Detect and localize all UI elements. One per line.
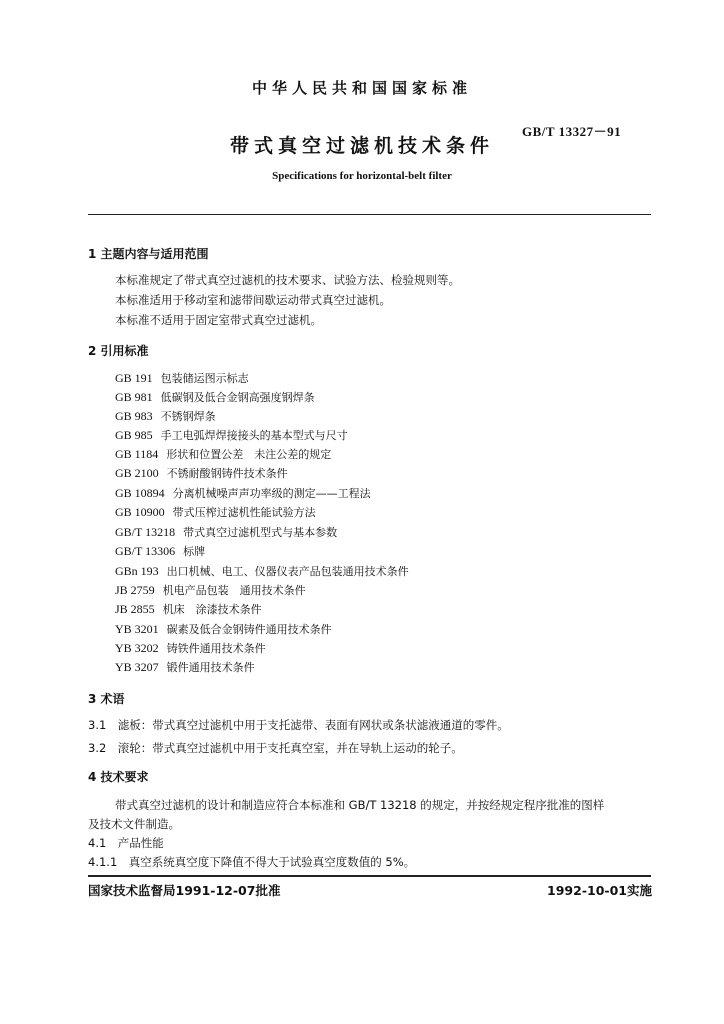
approval-date: 国家技术监督局1991-12-07批准	[88, 883, 281, 898]
reference-code: GB 10900	[115, 505, 165, 519]
reference-title: 出口机械、电工、仪器仪表产品包装通用技术条件	[166, 565, 409, 578]
reference-item	[115, 389, 315, 405]
standard-number: GB/T 13327－91	[522, 124, 622, 139]
paragraph-continuation: 及技术文件制造。	[88, 817, 180, 831]
reference-code: GB 981	[115, 390, 153, 404]
reference-code: GB 10894	[115, 486, 165, 500]
reference-title: 手工电弧焊焊接接头的基本型式与尺寸	[160, 429, 348, 442]
reference-title: 低碳钢及低合金钢高强度钢焊条	[160, 391, 315, 404]
reference-code: YB 3207	[115, 660, 159, 674]
reference-item	[115, 563, 409, 579]
paragraph: 带式真空过滤机的设计和制造应符合本标准和 GB/T 13218 的规定，并按经规定程序批准的图样	[115, 798, 605, 812]
reference-code: JB 2855	[115, 602, 155, 616]
reference-title: 机电产品包装 通用技术条件	[162, 584, 306, 597]
reference-item	[115, 446, 331, 462]
reference-code: GB/T 13306	[115, 544, 176, 558]
reference-item	[115, 485, 371, 501]
requirement-clause: 4.1.1 真空系统真空度下降值不得大于试验真空度数值的 5%。	[88, 855, 416, 869]
reference-item	[115, 543, 205, 559]
reference-code: GB 983	[115, 409, 153, 423]
section-1-heading: 1 主题内容与适用范围	[88, 247, 209, 261]
term-definition: 3.2 滚轮：带式真空过滤机中用于支托真空室，并在导轨上运动的轮子。	[88, 741, 463, 755]
subsection-heading: 4.1 产品性能	[88, 836, 164, 850]
reference-item	[115, 582, 306, 598]
reference-title: 铸铁件通用技术条件	[166, 642, 266, 655]
reference-item	[115, 601, 262, 617]
reference-item	[115, 659, 255, 675]
reference-title: 标牌	[183, 545, 206, 558]
header-rule	[88, 214, 651, 215]
reference-item	[115, 524, 337, 540]
reference-code: GB 985	[115, 428, 153, 442]
term-definition: 3.1 滤板：带式真空过滤机中用于支托滤带、表面有网状或条状滤液通道的零件。	[88, 718, 509, 732]
paragraph: 本标准规定了带式真空过滤机的技术要求、试验方法、检验规则等。	[115, 273, 460, 287]
reference-title: 碳素及低合金钢铸件通用技术条件	[166, 623, 332, 636]
reference-title: 机床 涂漆技术条件	[162, 603, 262, 616]
reference-title: 包装储运图示标志	[160, 372, 249, 385]
reference-title: 锻件通用技术条件	[166, 661, 255, 674]
reference-code: JB 2759	[115, 583, 155, 597]
implementation-date: 1992-10-01实施	[547, 883, 652, 898]
reference-code: YB 3201	[115, 622, 159, 636]
reference-item	[115, 370, 249, 386]
reference-title: 带式压榨过滤机性能试验方法	[172, 506, 316, 519]
reference-code: GB 2100	[115, 466, 159, 480]
reference-item	[115, 504, 316, 520]
reference-code: GB/T 13218	[115, 525, 176, 539]
reference-item	[115, 465, 288, 481]
reference-code: GB 1184	[115, 447, 159, 461]
section-3-heading: 3 术语	[88, 692, 125, 706]
reference-title: 形状和位置公差 未注公差的规定	[166, 448, 332, 461]
reference-item	[115, 640, 266, 656]
reference-code: YB 3202	[115, 641, 159, 655]
issuing-authority: 中华人民共和国国家标准	[251, 79, 472, 97]
reference-title: 不锈钢焊条	[160, 410, 216, 423]
english-subtitle: Specifications for horizontal-belt filter	[272, 170, 452, 182]
reference-code: GB 191	[115, 371, 153, 385]
reference-code: GBn 193	[115, 564, 159, 578]
paragraph: 本标准适用于移动室和滤带间歇运动带式真空过滤机。	[115, 293, 391, 307]
reference-item	[115, 427, 348, 443]
section-4-heading: 4 技术要求	[88, 770, 149, 784]
reference-title: 分离机械噪声声功率级的测定——工程法	[172, 487, 371, 500]
reference-title: 带式真空过滤机型式与基本参数	[183, 526, 338, 539]
reference-item	[115, 408, 216, 424]
footer-rule	[88, 875, 651, 877]
reference-title: 不锈耐酸钢铸件技术条件	[166, 467, 288, 480]
reference-item	[115, 621, 332, 637]
section-2-heading: 2 引用标准	[88, 344, 149, 358]
document-title: 带式真空过滤机技术条件	[229, 135, 494, 157]
paragraph: 本标准不适用于固定室带式真空过滤机。	[115, 313, 322, 327]
